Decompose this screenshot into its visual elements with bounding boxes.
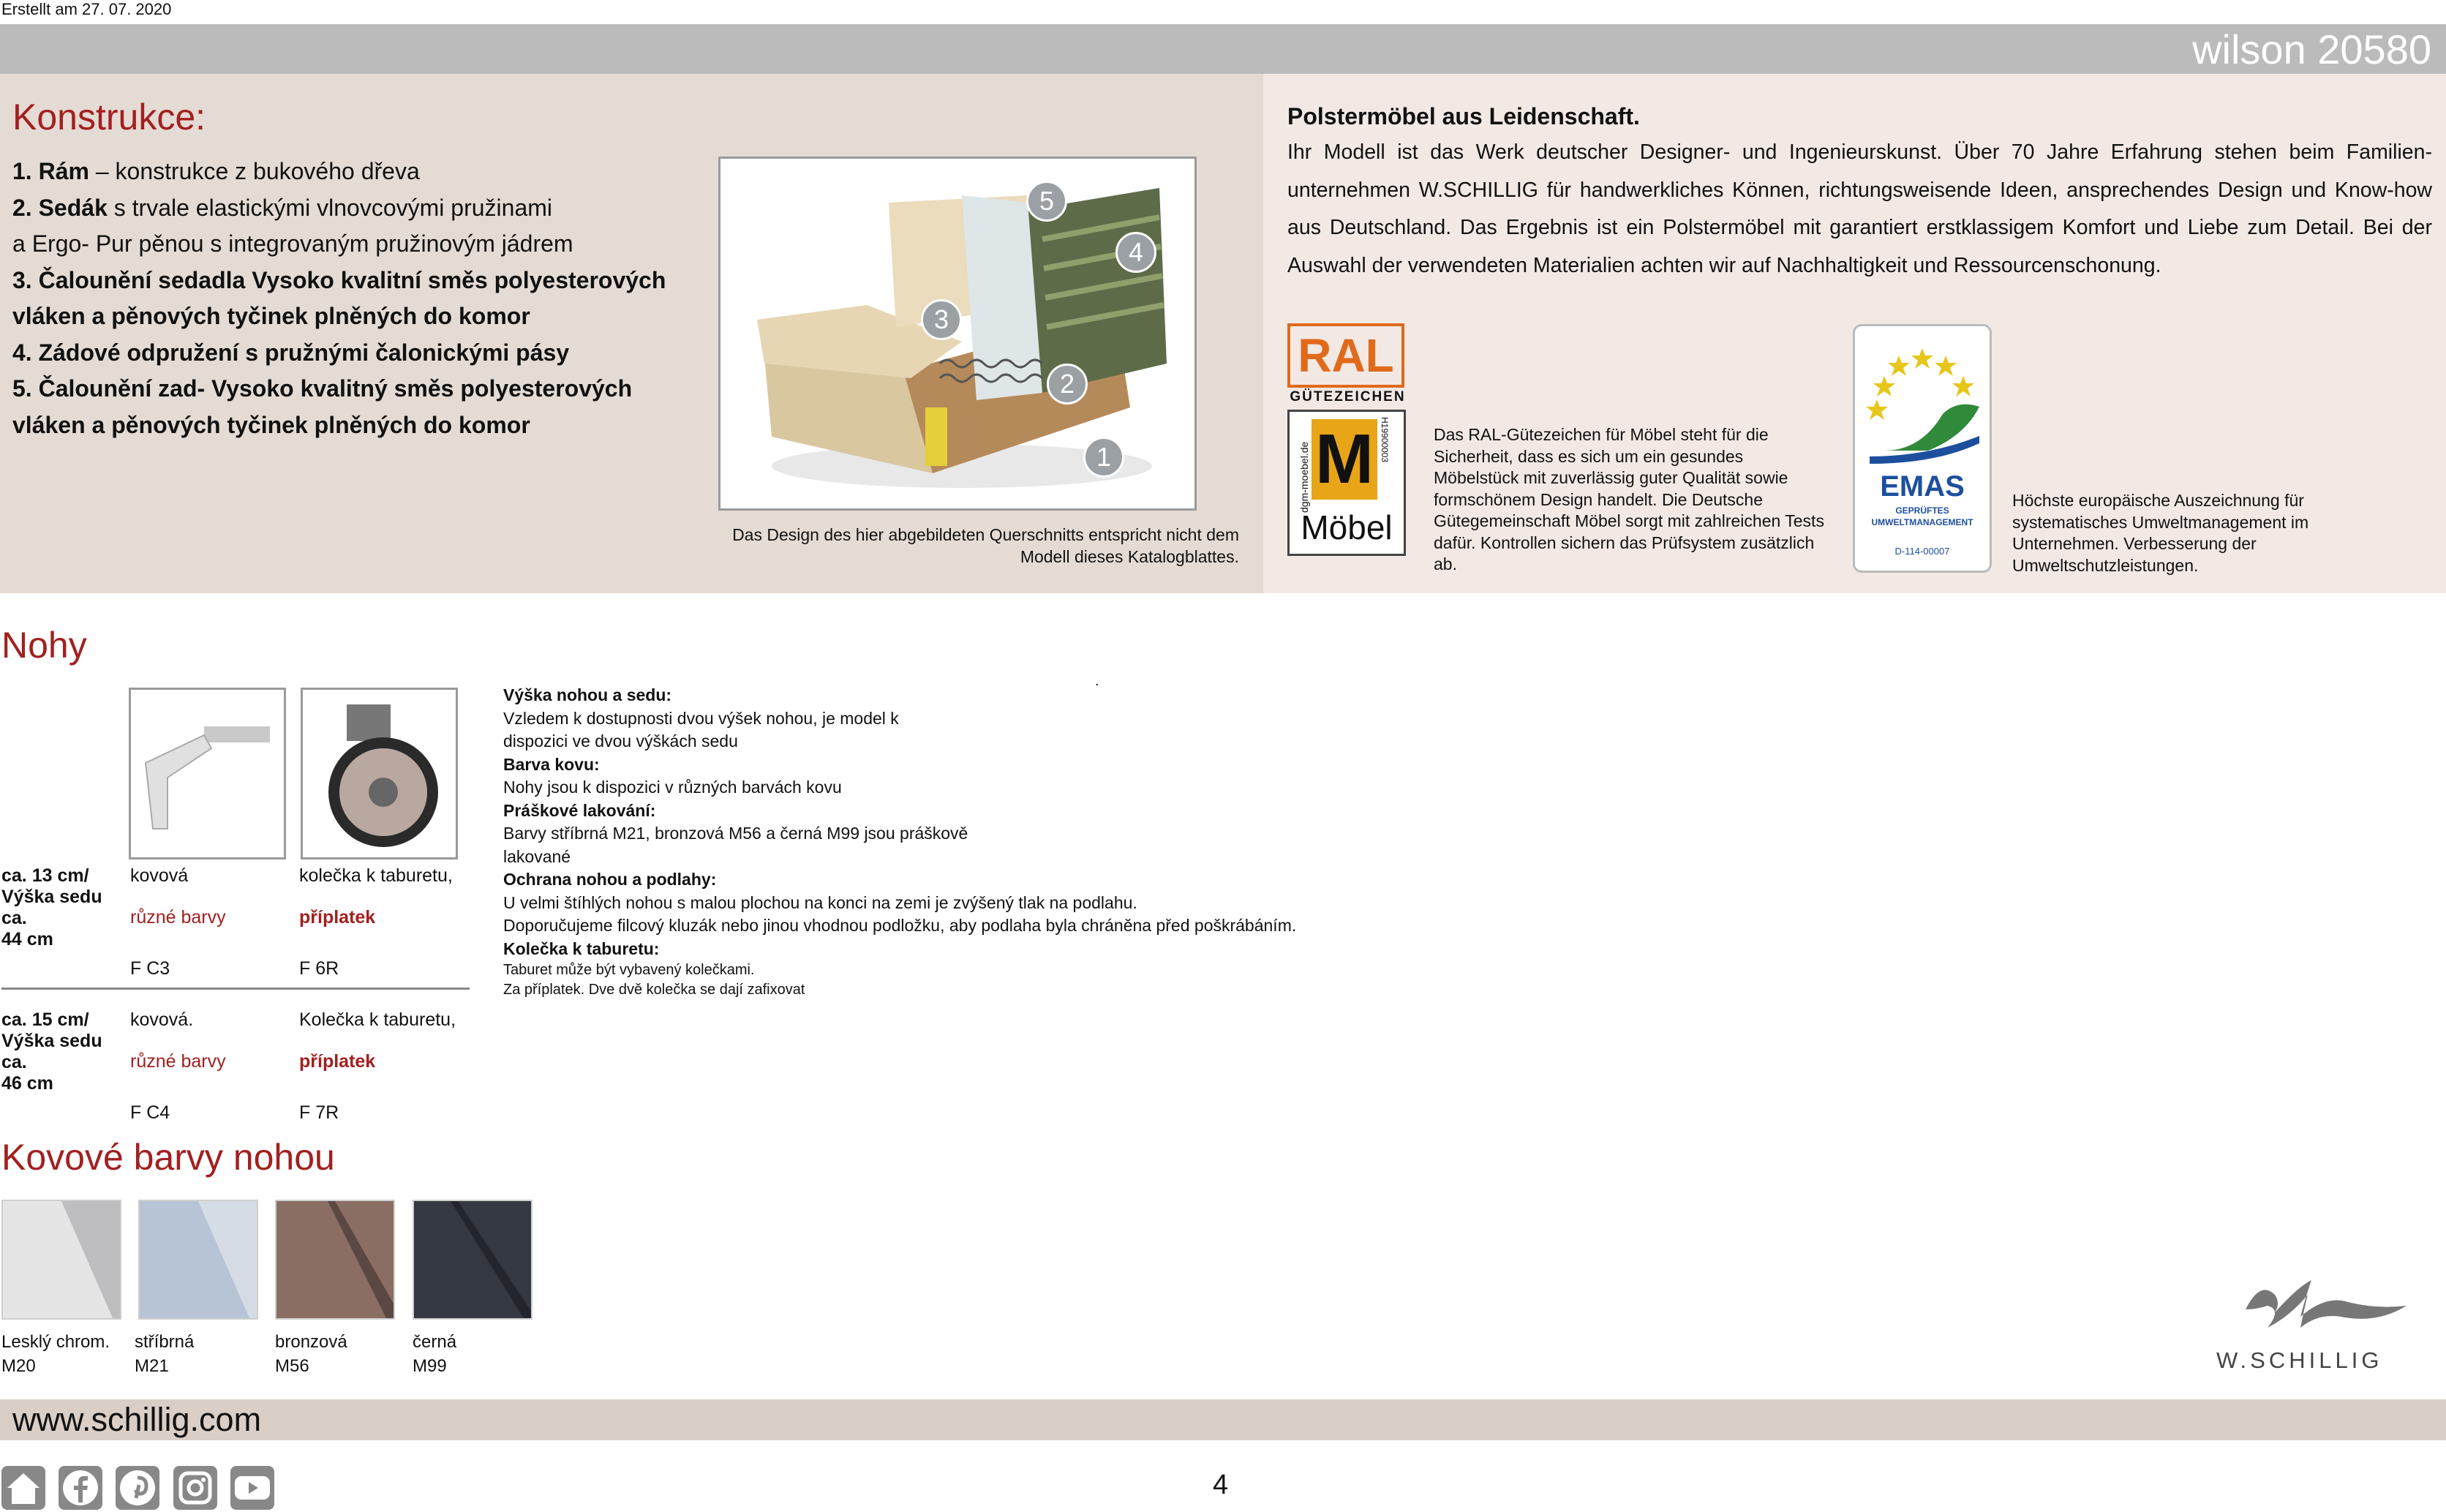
castor-image — [301, 688, 458, 860]
moebel-m-mark: M — [1312, 419, 1377, 500]
emas-logo-sub1: GEPRÜFTES — [1895, 505, 1949, 516]
emas-logo-sub2: UMWELTMANAGEMENT — [1871, 517, 1973, 527]
moebel-code-text: H19900003 — [1380, 417, 1390, 463]
schillig-logo — [2209, 1265, 2436, 1375]
swatch-label-silver: stříbrná M21 — [135, 1332, 195, 1376]
leg-row-1-col2-name: kolečka k taburetu, — [299, 865, 453, 886]
section-number-1: 1 — [1083, 437, 1124, 478]
leg-row-2-col1-name: kovová. — [130, 1009, 194, 1030]
leg-row-2-col2-code: F 7R — [299, 1102, 339, 1123]
section-number-4: 4 — [1115, 232, 1156, 273]
info-text: lakované — [503, 846, 571, 866]
schillig-swoosh-icon — [2231, 1265, 2414, 1339]
info-heading: Barva kovu: — [503, 754, 600, 774]
swatch-label-bronze: bronzová M56 — [275, 1332, 347, 1376]
legs-title: Nohy — [1, 625, 87, 666]
info-text: U velmi štíhlých nohou s malou plochou na konci na zemi je zvýšený tlak na podlahu. — [503, 892, 1137, 912]
passion-title: Polstermöbel aus Leidenschaft. — [1287, 103, 1640, 129]
metal-leg-image — [129, 688, 286, 860]
info-heading: Kolečka k taburetu: — [503, 939, 660, 958]
ral-logo-badge: RAL — [1287, 323, 1404, 388]
emas-logo-code: D-114-00007 — [1894, 546, 1950, 557]
schillig-wordmark: W.SCHILLIG — [2216, 1347, 2383, 1373]
swatch-black — [413, 1200, 533, 1320]
construction-list — [12, 154, 666, 443]
leg-row-2-col1-note: různé barvy — [130, 1051, 226, 1072]
info-heading: Ochrana nohou a podlahy: — [503, 870, 717, 889]
ral-text: Das RAL-Gütezeichen für Möbel steht für die Sicherheit, dass es sich um ein gesundes Möbelstück mit zuverlässig guter Qualität sowie formschönem Design handelt. Die Deutsche Gütegemeinschaft Möbel sorgt mit zahlreichen Tests dafür. Kontrollen sichern das Prüfsystem zusätzlich ab. — [1434, 425, 1824, 573]
youtube-icon[interactable] — [230, 1466, 274, 1510]
facebook-icon[interactable] — [59, 1466, 102, 1510]
moebel-side-text: dgm-moebel.de — [1298, 441, 1310, 513]
info-text: Za příplatek. Dve dvě kolečka se dají zafixovat — [503, 982, 805, 998]
leg-row-1-col1-code: F C3 — [130, 958, 170, 979]
leg-row-2-height: ca. 15 cm/ Výška sedu ca. 46 cm — [1, 1009, 102, 1094]
model-title: wilson 20580 — [2192, 26, 2431, 72]
construction-item: 5. Čalounění zad- Vysoko kvalitný směs polyesterových — [12, 375, 633, 402]
home-icon[interactable] — [1, 1466, 45, 1510]
emas-text: Höchste europäische Auszeichnung für systematisches Umweltmanagement im Unternehmen. Verbesserung der Umweltschutzleistungen. — [2012, 491, 2309, 575]
section-number-2: 2 — [1047, 364, 1088, 405]
construction-item: 2. Sedák s trvale elastickými vlnovcovými pružinami — [12, 194, 553, 221]
cross-section-caption: Das Design des hier abgebildeten Querschnitts entspricht nicht dem Modell dieses Katalogblattes. — [732, 525, 1239, 566]
website-link[interactable]: www.schillig.com — [12, 1401, 262, 1438]
cross-section-image — [718, 157, 1197, 511]
leg-row-2-col2-name: Kolečka k taburetu, — [299, 1009, 456, 1030]
leg-row-1-col1-name: kovová — [130, 865, 189, 886]
leg-row-1-col2-code: F 6R — [299, 958, 339, 979]
passion-body: Ihr Modell ist das Werk deutscher Designer- und Ingenieurskunst. Über 70 Jahre Erfahrung stehen beim Familien-unternehmen W.SCHILLIG für handwerkliches Können, richtungsweisende Ideen, ansprechendes Design und Know-how aus Deutschland. Das Ergebnis ist ein Polstermöbel mit garantiert erstklassigem Komfort und Liebe zum Detail. Bei der Auswahl der verwendeten Materialien achten wir auf Nachhaltigkeit und Ressourcenschonung. — [1287, 140, 2432, 277]
construction-item: a Ergo- Pur pěnou s integrovaným pružinovým jádrem — [12, 230, 573, 257]
ral-logo-sub: GÜTEZEICHEN — [1290, 389, 1406, 405]
moebel-seal — [1287, 410, 1406, 556]
page-number: 4 — [1213, 1470, 1229, 1500]
construction-title: Konstrukce: — [12, 97, 206, 138]
construction-item: 4. Zádové odpružení s pružnými čalonickými pásy — [12, 339, 570, 366]
construction-item: vláken a pěnových tyčinek plněných do komor — [12, 411, 530, 438]
created-date: Erstellt am 27. 07. 2020 — [1, 0, 172, 18]
leg-row-1-col2-note: příplatek — [299, 907, 376, 928]
legs-info — [503, 684, 1296, 1000]
info-text: Taburet může být vybavený kolečkami. — [503, 962, 755, 978]
leg-row-2-col2-note: příplatek — [299, 1051, 376, 1072]
pinterest-icon[interactable] — [116, 1466, 159, 1510]
emas-logo — [1853, 324, 1992, 573]
emas-stars-icon — [1855, 326, 1990, 465]
leg-row-2-col1-code: F C4 — [130, 1102, 170, 1123]
legs-divider — [1, 988, 470, 990]
construction-item: vláken a pěnových tyčinek plněných do komor — [12, 303, 530, 329]
info-heading: Práškové lakování: — [503, 800, 656, 820]
metal-colors-title: Kovové barvy nohou — [1, 1137, 335, 1178]
swatch-chrome — [1, 1200, 121, 1320]
construction-item: 3. Čalounění sedadla Vysoko kvalitní směs polyesterových — [12, 266, 666, 293]
info-text: Doporučujeme filcový kluzák nebo jinou vhodnou podložku, aby podlaha byla chráněna před poškrábáním. — [503, 916, 1297, 935]
swatch-bronze — [275, 1200, 395, 1320]
leg-row-1-col1-note: různé barvy — [130, 907, 226, 928]
construction-item: 1. Rám – konstrukce z bukového dřeva — [12, 158, 420, 184]
section-number-3: 3 — [921, 299, 962, 340]
info-heading: Výška nohou a sedu: — [503, 685, 672, 704]
ral-logo — [1287, 323, 1408, 572]
swatch-label-black: černá M99 — [413, 1332, 457, 1376]
footer-bar — [0, 1399, 2446, 1440]
moebel-label: Möbel — [1301, 508, 1393, 546]
section-number-5: 5 — [1026, 181, 1067, 222]
info-text: Barvy stříbrná M21, bronzová M56 a černá M99 jsou práškově — [503, 824, 968, 843]
emas-logo-text: EMAS — [1880, 470, 1965, 503]
swatch-silver — [138, 1200, 258, 1320]
leg-row-1-height: ca. 13 cm/ Výška sedu ca. 44 cm — [1, 865, 102, 949]
swatch-label-chrome: Lesklý chrom. M20 — [1, 1332, 110, 1376]
stray-dot: . — [1095, 673, 1099, 689]
info-text: Vzledem k dostupnosti dvou výšek nohou, je model k — [503, 708, 899, 728]
info-text: dispozici ve dvou výškách sedu — [503, 731, 738, 751]
header-bar — [0, 24, 2446, 74]
instagram-icon[interactable] — [173, 1466, 217, 1510]
info-text: Nohy jsou k dispozici v různých barvách kovu — [503, 778, 842, 797]
